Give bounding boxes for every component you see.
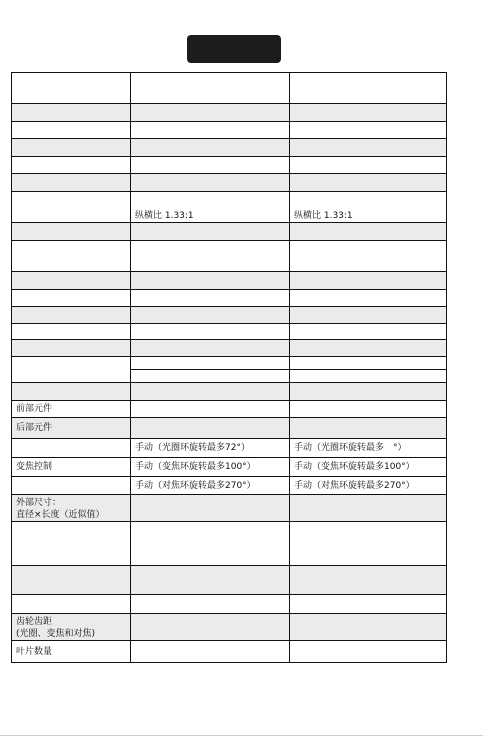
cell-lens-a	[131, 383, 290, 401]
row-label	[12, 522, 131, 566]
cell-lens-b	[290, 566, 447, 595]
cell-lens-b	[290, 641, 447, 663]
cell-iris-control-b: 手动（光圈环旋转最多 °）	[290, 439, 447, 458]
table-row	[12, 495, 447, 522]
table-row	[12, 104, 447, 122]
cell-lens-a	[131, 272, 290, 290]
table-row	[12, 614, 447, 641]
row-label	[12, 566, 131, 595]
row-label	[12, 439, 131, 458]
cell-lens-a	[131, 324, 290, 340]
cell-lens-a	[131, 595, 290, 614]
row-label	[12, 357, 131, 383]
table-row	[12, 192, 447, 223]
row-label	[12, 104, 131, 122]
row-label	[12, 307, 131, 324]
cell-lens-b	[290, 383, 447, 401]
row-label	[12, 383, 131, 401]
cell-lens-a	[131, 522, 290, 566]
cell-lens-b	[290, 324, 447, 340]
cell-lens-a	[131, 73, 290, 104]
row-label-front-element: 前部元件	[12, 401, 131, 418]
cell-lens-b	[290, 104, 447, 122]
cell-focus-control-a: 手动（对焦环旋转最多270°）	[131, 477, 290, 495]
row-label-blade-count: 叶片数量	[12, 641, 131, 663]
cell-lens-b	[290, 418, 447, 439]
cell-lens-b	[290, 307, 447, 324]
cell-lens-b	[290, 370, 447, 383]
table-row	[12, 357, 447, 370]
cell-lens-b	[290, 357, 447, 370]
table-row	[12, 223, 447, 241]
cell-lens-a	[131, 614, 290, 641]
table-row	[12, 458, 447, 477]
cell-lens-a	[131, 223, 290, 241]
table-row	[12, 290, 447, 307]
cell-lens-a	[131, 340, 290, 357]
row-label	[12, 122, 131, 139]
row-label	[12, 174, 131, 192]
row-label	[12, 223, 131, 241]
table-row	[12, 522, 447, 566]
cell-lens-b	[290, 614, 447, 641]
row-label-zoom-control: 变焦控制	[12, 458, 131, 477]
cell-lens-a	[131, 418, 290, 439]
cell-lens-a	[131, 241, 290, 272]
cell-lens-b	[290, 241, 447, 272]
page-bottom-divider	[0, 735, 483, 736]
row-label	[12, 595, 131, 614]
cell-lens-a	[131, 307, 290, 324]
table-row	[12, 439, 447, 458]
cell-lens-a	[131, 566, 290, 595]
row-label	[12, 157, 131, 174]
header-title-bar	[187, 35, 281, 63]
cell-lens-a	[131, 401, 290, 418]
table-row	[12, 174, 447, 192]
cell-lens-b	[290, 73, 447, 104]
table-row	[12, 383, 447, 401]
table-row	[12, 595, 447, 614]
table-row	[12, 477, 447, 495]
row-label	[12, 192, 131, 223]
cell-lens-b: 纵横比 1.33:1	[290, 192, 447, 223]
cell-lens-b	[290, 401, 447, 418]
table-row	[12, 641, 447, 663]
row-label	[12, 324, 131, 340]
cell-lens-b	[290, 223, 447, 241]
cell-lens-a	[131, 104, 290, 122]
table-row	[12, 241, 447, 272]
cell-zoom-control-b: 手动（变焦环旋转最多100°）	[290, 458, 447, 477]
table-row	[12, 340, 447, 357]
cell-lens-b	[290, 290, 447, 307]
row-label-gear-pitch: 齿轮齿距 (光圈、变焦和对焦)	[12, 614, 131, 641]
row-label	[12, 73, 131, 104]
table-row	[12, 566, 447, 595]
table-row	[12, 418, 447, 439]
cell-lens-a	[131, 641, 290, 663]
cell-lens-a	[131, 357, 290, 370]
cell-lens-a	[131, 290, 290, 307]
table-row	[12, 139, 447, 157]
cell-lens-a	[131, 122, 290, 139]
table-row	[12, 157, 447, 174]
table-row	[12, 401, 447, 418]
row-label	[12, 340, 131, 357]
row-label	[12, 477, 131, 495]
table-row	[12, 272, 447, 290]
row-label	[12, 272, 131, 290]
row-label-rear-element: 后部元件	[12, 418, 131, 439]
row-label	[12, 139, 131, 157]
cell-lens-a	[131, 157, 290, 174]
spec-table	[11, 72, 447, 663]
cell-lens-b	[290, 272, 447, 290]
table-row	[12, 324, 447, 340]
table-row	[12, 307, 447, 324]
row-label	[12, 241, 131, 272]
cell-lens-a	[131, 370, 290, 383]
row-label	[12, 290, 131, 307]
cell-lens-b	[290, 174, 447, 192]
cell-focus-control-b: 手动（对焦环旋转最多270°）	[290, 477, 447, 495]
cell-lens-b	[290, 595, 447, 614]
cell-lens-b	[290, 495, 447, 522]
cell-zoom-control-a: 手动（变焦环旋转最多100°）	[131, 458, 290, 477]
cell-lens-b	[290, 157, 447, 174]
cell-iris-control-a: 手动（光圈环旋转最多72°）	[131, 439, 290, 458]
cell-lens-a	[131, 174, 290, 192]
row-label-external-dimensions: 外部尺寸： 直径×长度（近似值）	[12, 495, 131, 522]
cell-lens-b	[290, 122, 447, 139]
cell-lens-a: 纵横比 1.33:1	[131, 192, 290, 223]
cell-lens-a	[131, 495, 290, 522]
table-row	[12, 73, 447, 104]
cell-lens-b	[290, 340, 447, 357]
cell-lens-b	[290, 522, 447, 566]
cell-lens-a	[131, 139, 290, 157]
table-row	[12, 122, 447, 139]
cell-lens-b	[290, 139, 447, 157]
